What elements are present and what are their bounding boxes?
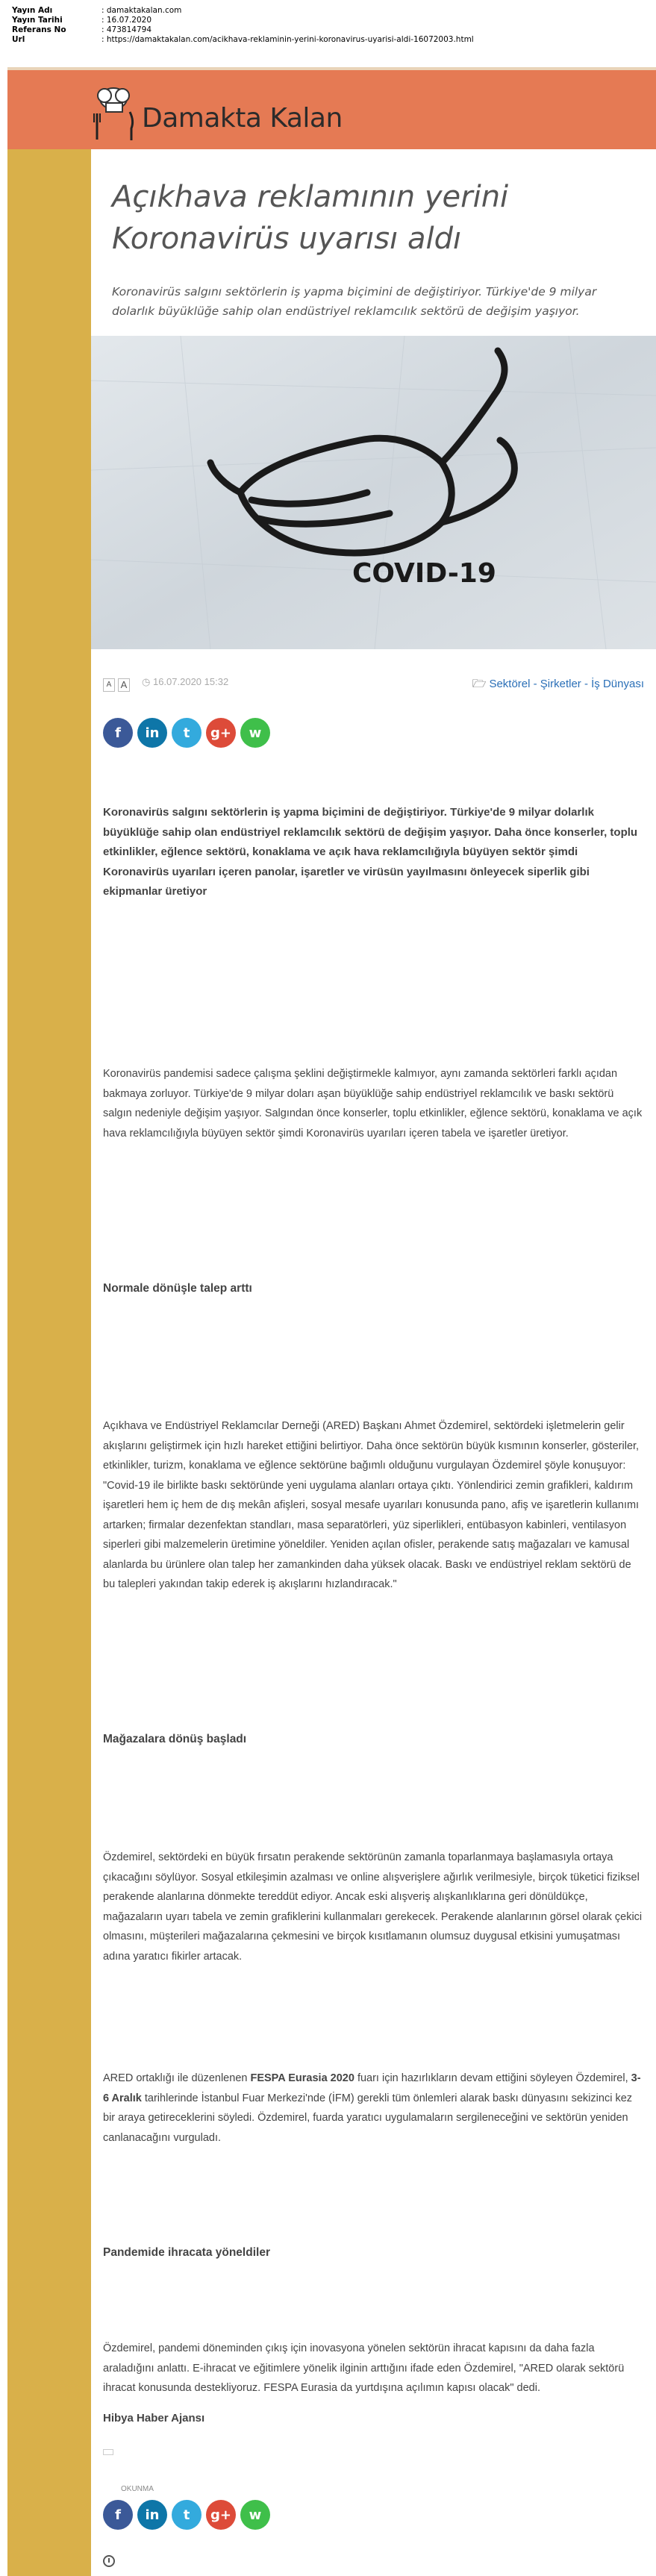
- left-decor-bar: [7, 67, 91, 2576]
- category-links[interactable]: Sektörel - Şirketler - İş Dünyası: [489, 678, 644, 690]
- article-paragraph: Özdemirel, pandemi döneminden çıkış için inovasyona yönelen sektörün ihracat kapısını da daha fazla araladığını anlattı. E-ihracat ve eğitimlere yönelik ilginin arttığını ifade eden Özdemirel, "ARED olarak sektörü ihracat konusunda destekliyoruz. FESPA Eurasia da yurtdışına açılımın kapısı olacak" dedi.: [103, 2342, 625, 2394]
- article-subheading: Normale dönüşle talep arttı: [103, 1282, 252, 1295]
- meta-value: : 473814794: [101, 25, 151, 34]
- clock-icon: ◷: [142, 676, 153, 687]
- whatsapp-share-button[interactable]: w: [240, 718, 270, 748]
- meta-row: [12, 6, 474, 16]
- googleplus-share-button[interactable]: g+: [206, 2500, 236, 2530]
- article-info-bar: [103, 676, 644, 694]
- publish-date: [142, 676, 228, 688]
- publish-date-text: 16.07.2020 15:32: [152, 676, 229, 687]
- article-subheading: Pandemide ihracata yöneldiler: [103, 2246, 270, 2259]
- event-dates: 3-6 Aralık: [103, 2072, 641, 2104]
- site-logo[interactable]: [90, 76, 343, 143]
- text-run: fuarı için hazırlıkların devam ettiğini söyleyen Özdemirel,: [354, 2072, 631, 2084]
- text-run: ARED ortaklığı ile düzenlenen: [103, 2072, 251, 2084]
- hero-caption: COVID-19: [352, 558, 496, 589]
- chef-hat-icon: [90, 76, 142, 143]
- article-lead: Koronavirüs salgını sektörlerin iş yapma biçimini de değiştiriyor. Türkiye'de 9 milyar dolarlık büyüklüğe sahip olan endüstriyel reklamcılık sektörü de değişim yaşıyor. Daha önce konserler, toplu etkinlikler, eğlence sektörü, konaklama ve açık hava reklamcılığıyla büyüyen sektör şimdi Koronavirüs uyarıları içeren panolar, işaretler ve virüsün yayılmasını önleyecek siperlik gibi ekipmanlar üretiyor: [103, 806, 638, 898]
- meta-key: Yayın Tarihi: [12, 16, 63, 25]
- googleplus-share-button[interactable]: g+: [206, 718, 236, 748]
- share-bar-bottom: [103, 2500, 270, 2530]
- folder-icon: 🗁: [472, 678, 487, 690]
- site-header: [7, 67, 656, 149]
- meta-key: Url: [12, 35, 25, 44]
- share-bar-top: [103, 718, 270, 748]
- article-subheading: Mağazalara dönüş başladı: [103, 1733, 247, 1745]
- read-count-label: OKUNMA: [121, 2485, 154, 2493]
- meta-value: : damaktakalan.com: [101, 6, 182, 15]
- clock-icon: [103, 2555, 115, 2567]
- article-title: Açıkhava reklamının yerini Koronavirüs uyarısı aldı: [112, 180, 509, 256]
- broken-image-placeholder: [103, 2449, 113, 2455]
- twitter-share-button[interactable]: t: [172, 718, 202, 748]
- event-name: FESPA Eurasia 2020: [250, 2072, 354, 2084]
- meta-value: : 16.07.2020: [101, 16, 151, 25]
- facebook-share-button[interactable]: f: [103, 718, 133, 748]
- twitter-share-button[interactable]: t: [172, 2500, 202, 2530]
- meta-key: Referans No: [12, 25, 66, 34]
- category-breadcrumb[interactable]: [472, 676, 644, 695]
- meta-row: [12, 25, 474, 35]
- meta-row: [12, 16, 474, 25]
- archive-meta-table: [12, 6, 474, 45]
- article-paragraph: Özdemirel, sektördeki en büyük fırsatın perakende sektörünün zamanla toparlanmaya başlamasıyla ortaya çıkacağını söylüyor. Sosyal etkileşimin azalması ve online alışverişlere ağırlık verilmesiyle, birçok tüketici fiziksel perakende alanlarına dönmekte tereddüt ediyor. Ancak eski alışveriş alışkanlıklarına geri dönüldükçe, mağazaların uyarı tabela ve zemin grafiklerini kullanmaları gerekecek. Perakende alanlarının görsel olarak çekici olmasını, müşterileri mağazalarına çekmesini ve birçok kısıtlamanın olumsuz duygusal etkisini yumuşatması adına yaratıcı fikirler artacak.: [103, 1851, 643, 1963]
- article-paragraph: Koronavirüs pandemisi sadece çalışma şeklini değiştirmekle kalmıyor, aynı zamanda sektörleri farklı açıdan bakmaya zorluyor. Türkiye'de 9 milyar doları aşan büyüklüğe sahip endüstriyel reklamcılık ve baskı sektörü salgın nedeniyle değişim yaşıyor. Salgından önce konserler, toplu etkinlikler, eğlence sektörü, konaklama ve açık hava reklamcılığıyla büyüyen sektör şimdi Koronavirüs uyarıları içeren tabela ve işaretler üretiyor.: [103, 1068, 643, 1139]
- page-frame: [7, 67, 656, 2576]
- linkedin-share-button[interactable]: in: [137, 718, 167, 748]
- article-paragraph: [103, 2069, 646, 2148]
- whatsapp-share-button[interactable]: w: [240, 2500, 270, 2530]
- article-summary: Koronavirüs salgını sektörlerin iş yapma biçimini de değiştiriyor. Türkiye'de 9 milyar dolarlık büyüklüğe sahip olan endüstriyel reklamcılık sektörü de değişim yaşıyor.: [112, 285, 597, 318]
- facebook-share-button[interactable]: f: [103, 2500, 133, 2530]
- article-paragraph: Açıkhava ve Endüstriyel Reklamcılar Derneği (ARED) Başkanı Ahmet Özdemirel, sektördeki işletmelerin gelir akışlarını geliştirmek için hızlı hareket ettiğini belirtiyor. Daha önce sektörün büyük kısmının konserler, gösteriler, etkinlikler, turizm, konaklama ve eğlence sektörüne bağımlı olduğunu vurgulayan Özdemirel şöyle konuşuyor: "Covid-19 ile birlikte baskı sektöründe yeni uygulama alanları ortaya çıktı. Yönlendirici zemin grafikleri, kaldırım işaretleri hem iç hem de dış mekân afişleri, sosyal mesafe uyarıları konusunda pano, afiş ve işaretlerin kullanımı artarken; firmalar dezenfektan standları, masa separatörleri, yüz siperlikleri, entübasyon kabinleri, ventilasyon siperleri gibi malzemelerin üretimine yöneldiler. Yeniden açılan ofisler, perakende satış mağazaları ve kamusal alanlarda bu ürünlere olan talep her zamankinden daha yüksek olacak. Baskı ve endüstriyel reklam sektörü de bu talepleri yakından takip ederek iş akışlarını hızlandıracak.": [103, 1420, 640, 1590]
- font-decrease-button[interactable]: A: [103, 678, 115, 692]
- article-content: [91, 149, 656, 2576]
- news-agency-credit: Hibya Haber Ajansı: [103, 2412, 205, 2425]
- meta-row: [12, 35, 474, 45]
- font-size-controls: [103, 678, 130, 692]
- font-increase-button[interactable]: A: [118, 678, 130, 692]
- meta-value[interactable]: : https://damaktakalan.com/acikhava-reklaminin-yerini-koronavirus-uyarisi-aldi-16072003.html: [101, 35, 474, 44]
- linkedin-share-button[interactable]: in: [137, 2500, 167, 2530]
- logo-text: Damakta Kalan: [142, 102, 343, 134]
- article-hero-image: [91, 336, 656, 649]
- text-run: tarihlerinde İstanbul Fuar Merkezi'nde (İFM) gerekli tüm önlemleri alarak baskı dünyasını sekizinci kez bir araya getireceklerini söyledi. Özdemirel, fuarda yaratıcı uygulamaların sergileneceğini ve sektörün yeniden canlanacağını vurguladı.: [103, 2092, 633, 2144]
- meta-key: Yayın Adı: [12, 6, 53, 15]
